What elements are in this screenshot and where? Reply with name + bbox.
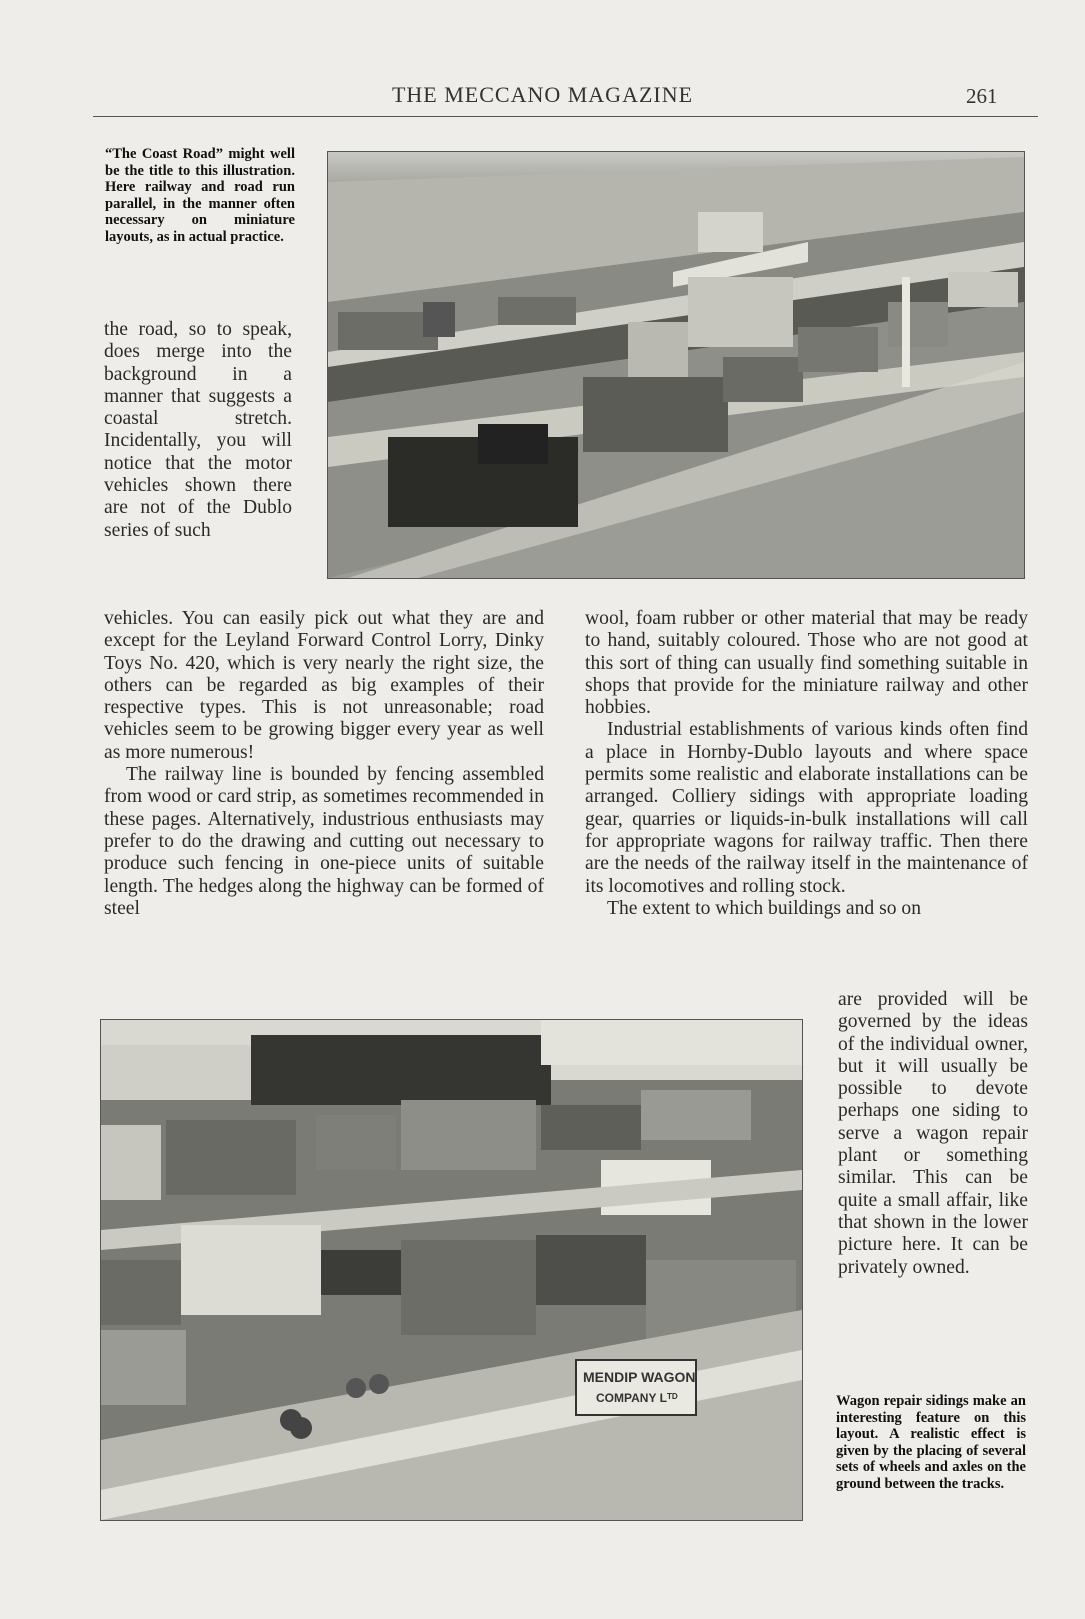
page-number: 261	[966, 84, 998, 108]
paragraph: wool, foam rubber or other material that may be ready to hand, suitably coloured. Those who are not good at this sort of thing can usually find something suitable in shops that provide for the miniature railway and other hobbies.	[585, 608, 1028, 719]
magazine-title: THE MECCANO MAGAZINE	[391, 82, 694, 107]
paragraph: vehicles. You can easily pick out what they are and except for the Leyland Forward Control Lorry, Dinky Toys No. 420, which is very nearly the right size, the others can be regarded as big examples of their respective types. This is not unreasonable; road vehicles seem to be growing bigger every year as well as more numerous!	[104, 608, 544, 763]
bottom-photo-caption: Wagon repair sidings make an interesting feature on this layout. A realistic effect is given by the placing of several sets of wheels and axles on the ground between the tracks.	[836, 1393, 1026, 1492]
article-left-column	[104, 608, 544, 920]
wagon-repair-photo	[100, 1019, 803, 1521]
article-intro-narrow: the road, so to speak, does merge into the background in a manner that suggests a coastal stretch. Incidentally, you will notice that the motor vehicles shown there are not of the Dublo series of such	[104, 319, 292, 541]
article-right-column	[585, 608, 1028, 920]
sign-line-1: MENDIP WAGON	[583, 1369, 696, 1385]
paragraph: The extent to which buildings and so on	[607, 897, 921, 919]
paragraph: Industrial establishments of various kinds often find a place in Hornby-Dublo layouts and where space permits some realistic and elaborate installations can be arranged. Colliery sidings with appropriate loading gear, quarries or liquids-in-bulk installations will call for appropriate wagons for railway traffic. Then there are the needs of the railway itself in the maintenance of its locomotives and rolling stock.	[585, 719, 1028, 897]
coast-road-photo	[327, 151, 1025, 579]
coast-road-illustration	[328, 152, 1024, 578]
top-photo-caption: “The Coast Road” might well be the title to this illustration. Here railway and road run parallel, in the manner often necessary on miniature layouts, as in actual practice.	[105, 146, 295, 245]
article-right-bottom: are provided will be governed by the ideas of the individual owner, but it will usually be possible to devote perhaps one siding to serve a wagon repair plant or something similar. This can be quite a small affair, like that shown in the lower picture here. It can be privately owned.	[838, 989, 1028, 1278]
header-rule	[93, 116, 1038, 117]
sign-line-2: COMPANY Lᵀᴰ	[596, 1391, 678, 1405]
wagon-repair-illustration	[101, 1020, 802, 1520]
paragraph: The railway line is bounded by fencing assembled from wood or card strip, as sometimes recommended in these pages. Alternatively, industrious enthusiasts may prefer to do the drawing and cutting out necessary to produce such fencing in one-piece units of suitable length. The hedges along the highway can be formed of steel	[104, 764, 544, 919]
